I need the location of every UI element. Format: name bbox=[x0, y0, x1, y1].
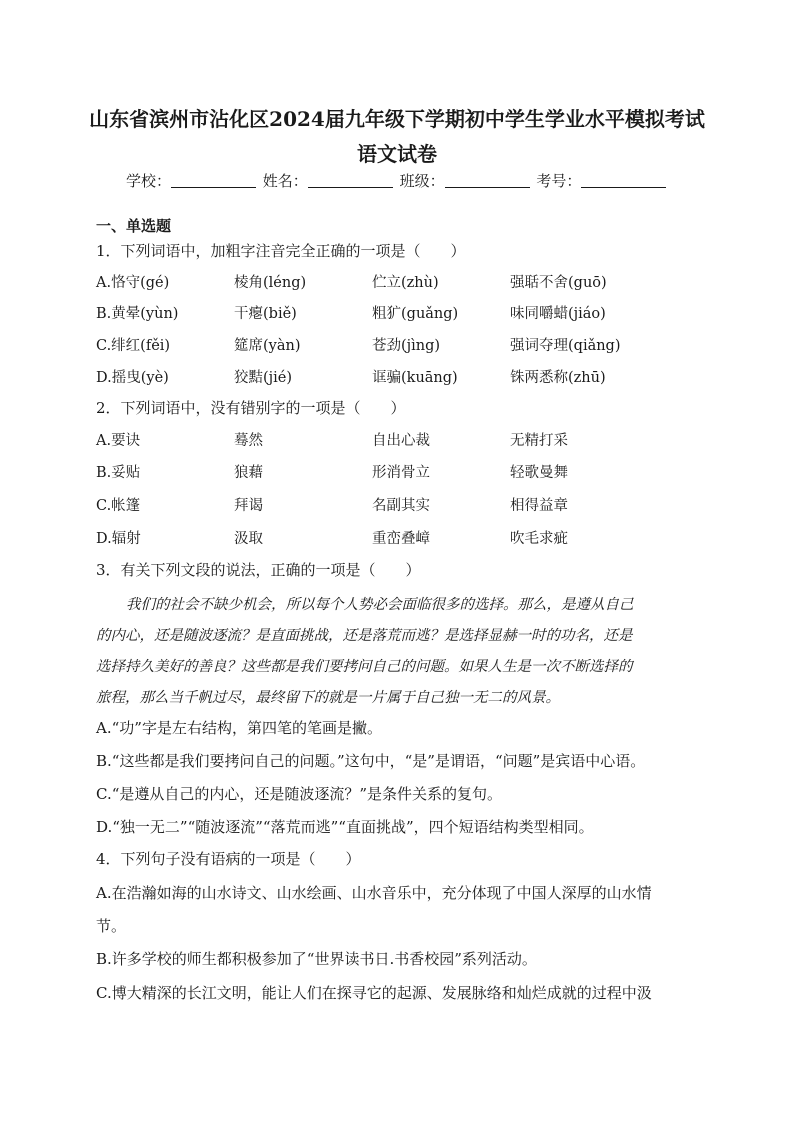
section-heading: 一、单选题 bbox=[96, 217, 172, 235]
question-2-row-c bbox=[96, 494, 716, 514]
class-field[interactable] bbox=[445, 172, 530, 188]
question-3-stem: 3．有关下列文段的说法，正确的一项是（ ） bbox=[96, 561, 421, 579]
option-cell: 形消骨立 bbox=[372, 465, 430, 481]
class-label: 班级： bbox=[399, 172, 445, 190]
option-cell: 蓦然 bbox=[234, 433, 263, 449]
question-2-row-b bbox=[96, 461, 716, 481]
option-cell: 汲取 bbox=[234, 531, 263, 547]
option-cell: D.辐射 bbox=[96, 531, 141, 547]
option-cell: B.黄晕(yùn) bbox=[96, 306, 179, 322]
name-label: 姓名： bbox=[262, 172, 308, 190]
option-cell: 伫立(zhù) bbox=[372, 275, 439, 291]
option-cell: 粗犷(guǎng) bbox=[372, 306, 459, 322]
student-info-row bbox=[126, 170, 668, 191]
question-2-row-d bbox=[96, 527, 716, 547]
option-cell: 轻歌曼舞 bbox=[510, 465, 568, 481]
option-cell: 干瘪(biě) bbox=[234, 306, 297, 322]
question-4-option-c: C.博大精深的长江文明，能让人们在探寻它的起源、发展脉络和灿烂成就的过程中汲 bbox=[96, 984, 652, 1002]
exam-title-line1: 山东省滨州市沾化区2024届九年级下学期初中学生学业水平模拟考试 bbox=[89, 107, 705, 131]
exam-number-field[interactable] bbox=[581, 172, 666, 188]
option-cell: A.要诀 bbox=[96, 433, 141, 449]
option-cell: 重峦叠嶂 bbox=[372, 531, 430, 547]
option-cell: 狼藉 bbox=[234, 465, 263, 481]
passage-line: 选择持久美好的善良？这些都是我们要拷问自己的问题。如果人生是一次不断选择的 bbox=[96, 659, 633, 675]
option-cell: 棱角(léng) bbox=[234, 275, 307, 291]
question-3-option-a: A.“功”字是左右结构，第四笔的笔画是撇。 bbox=[96, 719, 382, 737]
option-cell: 苍劲(jìng) bbox=[372, 338, 441, 354]
question-1-row-a bbox=[96, 271, 716, 291]
question-1-stem: 1．下列词语中，加粗字注音完全正确的一项是（ ） bbox=[96, 242, 466, 260]
passage-line: 我们的社会不缺少机会，所以每个人势必会面临很多的选择。那么，是遵从自己 bbox=[126, 597, 634, 613]
option-cell: 无精打采 bbox=[510, 433, 568, 449]
question-1-row-c bbox=[96, 334, 716, 354]
question-4-option-b: B.许多学校的师生都积极参加了“世界读书日.书香校园”系列活动。 bbox=[96, 950, 537, 968]
option-cell: 味同嚼蜡(jiáo) bbox=[510, 306, 606, 322]
school-label: 学校： bbox=[126, 172, 172, 190]
exam-title-line2: 语文试卷 bbox=[357, 142, 437, 166]
question-3-option-b: B.“这些都是我们要拷问自己的问题。”这句中，“是”是谓语，“问题”是宾语中心语。 bbox=[96, 752, 646, 770]
name-field[interactable] bbox=[308, 172, 393, 188]
passage-line: 的内心，还是随波逐流？是直面挑战，还是落荒而逃？是选择显赫一时的功名，还是 bbox=[96, 628, 633, 644]
option-cell: B.妥贴 bbox=[96, 465, 141, 481]
question-4-stem: 4．下列句子没有语病的一项是（ ） bbox=[96, 850, 361, 868]
passage-line: 旅程，那么当千帆过尽，最终留下的就是一片属于自己独一无二的风景。 bbox=[96, 690, 560, 706]
option-cell: 拜谒 bbox=[234, 498, 263, 514]
question-2-stem: 2．下列词语中，没有错别字的一项是（ ） bbox=[96, 399, 406, 417]
option-cell: D.摇曳(yè) bbox=[96, 370, 169, 386]
option-cell: A.恪守(gé) bbox=[96, 275, 170, 291]
option-cell: 强聒不舍(guō) bbox=[510, 275, 607, 291]
question-4-option-a: A.在浩瀚如海的山水诗文、山水绘画、山水音乐中，充分体现了中国人深厚的山水情 bbox=[96, 884, 652, 902]
option-cell: 自出心裁 bbox=[372, 433, 430, 449]
question-1-row-d bbox=[96, 366, 716, 386]
question-2-row-a bbox=[96, 429, 716, 449]
option-cell: 狡黠(jié) bbox=[234, 370, 293, 386]
option-cell: 相得益章 bbox=[510, 498, 568, 514]
option-cell: 铢两悉称(zhū) bbox=[510, 370, 606, 386]
school-field[interactable] bbox=[171, 172, 256, 188]
option-cell: 强词夺理(qiǎng) bbox=[510, 338, 621, 354]
option-cell: 诓骗(kuāng) bbox=[372, 370, 458, 386]
option-cell: 名副其实 bbox=[372, 498, 430, 514]
option-cell: 吹毛求疵 bbox=[510, 531, 568, 547]
option-cell: 筵席(yàn) bbox=[234, 338, 301, 354]
option-cell: C.绯红(fěi) bbox=[96, 338, 171, 354]
exam-number-label: 考号： bbox=[536, 172, 582, 190]
question-3-option-d: D.“独一无二”“随波逐流”“落荒而逃”“直面挑战”，四个短语结构类型相同。 bbox=[96, 818, 594, 836]
question-4-option-a-cont: 节。 bbox=[96, 917, 127, 935]
option-cell: C.帐篷 bbox=[96, 498, 141, 514]
question-1-row-b bbox=[96, 302, 716, 322]
question-3-option-c: C.“是遵从自己的内心，还是随波逐流？”是条件关系的复句。 bbox=[96, 785, 503, 803]
